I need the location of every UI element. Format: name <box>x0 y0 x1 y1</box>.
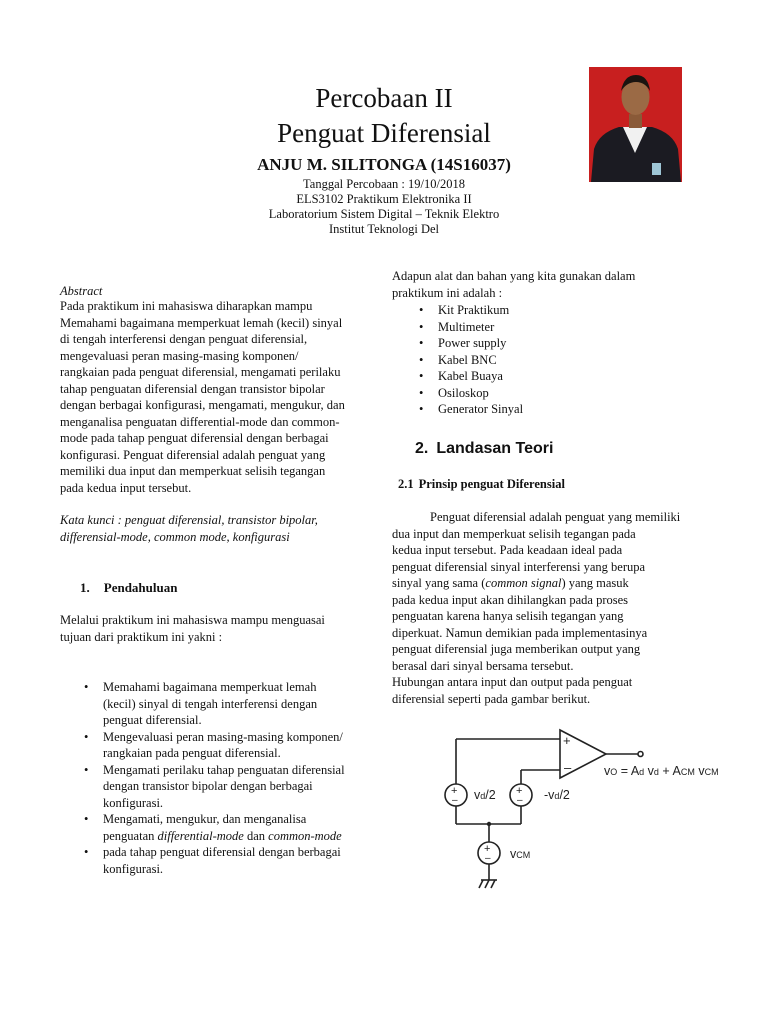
goal-term-common-mode: common-mode <box>268 828 342 843</box>
section-1-number: 1. <box>80 580 90 595</box>
abstract-line: Pada praktikum ini mahasiswa diharapkan mampu <box>60 299 313 313</box>
goals-list <box>80 679 390 877</box>
abstract-label: Abstract <box>60 284 103 298</box>
section-2-heading <box>415 440 553 458</box>
tool-item: • Generator Sinyal <box>415 401 715 418</box>
eq-vd-sub: d <box>653 767 659 777</box>
section-2-number: 2. <box>415 440 429 457</box>
vd2-right-sub: d <box>554 791 560 801</box>
intro-text <box>60 612 390 645</box>
goal-line: • Mengevaluasi peran masing-masing komponen/ <box>103 729 343 744</box>
theory-line: diperkuat. Namun demikian pada implementasinya <box>392 625 648 640</box>
tool-item: • Kabel Buaya <box>415 368 715 385</box>
theory-line: penguatan karena hanya selisih tegangan yang <box>392 609 624 623</box>
theory-line: berasal dari sinyal bersama tersebut. <box>392 658 574 673</box>
meta-institute: Institut Teknologi Del <box>329 222 439 236</box>
intro-line: Melalui praktikum ini mahasiswa mampu menguasai <box>60 613 325 627</box>
theory-line: dua input dan memperkuat selisih tegangan pada <box>392 526 636 541</box>
source-plus-label: + <box>484 843 491 855</box>
section-1-heading <box>80 580 177 596</box>
abstract-line: rangkaian pada penguat diferensial, mengamati perilaku <box>60 365 341 379</box>
abstract-line: pada kedua input tersebut. <box>60 480 192 495</box>
abstract-line: konfigurasi. Penguat diferensial adalah penguat yang <box>60 447 326 462</box>
opamp-plus-label: + <box>563 733 571 748</box>
keywords-line: Kata kunci : penguat diferensial, transistor bipolar, <box>60 513 318 527</box>
goal-line: konfigurasi. <box>103 795 164 810</box>
eq-vcm-sub: CM <box>704 767 719 777</box>
vcm-sub: CM <box>516 850 531 860</box>
opamp-minus-label: – <box>564 760 572 775</box>
goal-line: penguat diferensial. <box>103 713 202 727</box>
theory-line: diferensial seperti pada gambar berikut. <box>392 691 591 706</box>
goal-line: konfigurasi. <box>103 861 164 876</box>
eq-vcm: v <box>694 764 705 778</box>
source-plus-label: + <box>451 785 458 797</box>
theory-paragraph <box>392 509 732 707</box>
vd2-right-v: -v <box>544 788 555 802</box>
theory-text: ) yang masuk <box>561 576 629 590</box>
meta-date: Tanggal Percobaan : 19/10/2018 <box>303 177 465 191</box>
tool-item: • Power supply <box>415 335 715 352</box>
abstract-line: mengevaluasi peran masing-masing komponen/ <box>60 348 299 363</box>
eq-ad-sub: d <box>639 767 645 777</box>
abstract-line: mode pada tahap penguat diferensial dengan berbagai <box>60 431 329 445</box>
tools-intro-line: praktikum ini adalah : <box>392 285 503 300</box>
goal-line: dengan transistor bipolar dengan berbagai <box>103 779 313 793</box>
goal-item <box>80 811 390 844</box>
vcm-label <box>510 847 530 861</box>
meta-lab: Laboratorium Sistem Digital – Teknik Elektro <box>268 207 500 221</box>
section-2-title: Landasan Teori <box>436 440 554 457</box>
goal-text: dan <box>243 828 269 843</box>
vd2-left-sub: d <box>480 791 486 801</box>
output-equation <box>604 764 719 778</box>
theory-line <box>392 575 732 592</box>
tool-item: • Multimeter <box>415 319 715 336</box>
theory-line: penguat diferensial juga memberikan output yang <box>392 642 641 656</box>
goal-line: (kecil) sinyal di tengah interferensi dengan <box>103 696 318 711</box>
junction-dot <box>487 822 491 826</box>
theory-term-common-signal: common signal <box>485 576 562 590</box>
theory-line: Hubungan antara input dan output pada penguat <box>392 675 633 689</box>
abstract-line: dengan berbagai konfigurasi, mengamati, mengukur, dan <box>60 398 345 412</box>
goal-item <box>80 762 390 812</box>
keywords <box>60 512 390 545</box>
tools-intro-line: Adapun alat dan bahan yang kita gunakan dalam <box>392 269 636 283</box>
vd2-left-v: v <box>474 788 481 802</box>
eq-plus-a: + A <box>658 764 681 778</box>
vd2-left-label <box>474 788 496 802</box>
abstract-line: memiliki dua input dan memperkuat selisih tegangan <box>60 464 326 478</box>
abstract-text <box>60 298 390 496</box>
source-minus-label: – <box>485 853 491 864</box>
abstract-line: menganalisa penguatan differential-mode dan common- <box>60 414 340 429</box>
section-2-1-title: Prinsip penguat Diferensial <box>418 477 565 491</box>
tool-item: • Kabel BNC <box>415 352 715 369</box>
source-minus-label: – <box>452 795 458 806</box>
eq-vo: v <box>604 764 611 778</box>
output-terminal <box>638 752 643 757</box>
vd2-right-label <box>544 788 570 802</box>
eq-vd: v <box>644 764 654 778</box>
intro-line: tujuan dari praktikum ini yakni : <box>60 629 223 644</box>
vd2-right-div: /2 <box>559 788 570 802</box>
theory-text: sinyal yang sama ( <box>392 576 486 590</box>
keywords-line: differensial-mode, common mode, konfigurasi <box>60 529 290 544</box>
abstract-line: di tengah interferensi dengan penguat diferensial, <box>60 332 308 346</box>
goal-item <box>80 679 390 729</box>
tool-item: • Osiloskop <box>415 385 715 402</box>
source-plus-label: + <box>516 785 523 797</box>
experiment-meta <box>234 177 534 237</box>
eq-acm-sub: CM <box>680 767 695 777</box>
goal-line: • Mengamati, mengukur, dan menganalisa <box>103 812 307 826</box>
source-minus-label: – <box>517 795 523 806</box>
section-2-1-number: 2.1 <box>398 477 414 491</box>
theory-line: penguat diferensial sinyal interferensi yang berupa <box>392 559 646 574</box>
tools-intro <box>392 268 722 301</box>
theory-line: pada kedua input akan dihilangkan pada proses <box>392 592 629 607</box>
vd2-left-div: /2 <box>485 788 496 802</box>
goal-line: • pada tahap penguat diferensial dengan berbagai <box>103 845 341 859</box>
theory-line: kedua input tersebut. Pada keadaan ideal pada <box>392 543 623 557</box>
abstract-line: Memahami bagaimana memperkuat lemah (kecil) sinyal <box>60 315 343 330</box>
goal-line: • Mengamati perilaku tahap penguatan diferensial <box>103 762 345 777</box>
section-2-1-heading <box>398 477 565 492</box>
vcm-v: v <box>510 847 517 861</box>
tool-item: • Kit Praktikum <box>415 302 715 319</box>
eq-vo-sub: O <box>610 767 618 777</box>
goal-text: penguatan <box>103 828 158 843</box>
section-1-title: Pendahuluan <box>103 580 178 595</box>
tools-list <box>415 302 715 418</box>
author-photo <box>589 67 682 182</box>
meta-course: ELS3102 Praktikum Elektronika II <box>296 192 472 206</box>
theory-line: Penguat diferensial adalah penguat yang memiliki <box>430 510 681 524</box>
eq-equals-a: = A <box>617 764 640 778</box>
title-line-1: Percobaan II <box>315 83 453 113</box>
goal-line: • Memahami bagaimana memperkuat lemah <box>103 680 317 694</box>
differential-amplifier-circuit <box>390 720 760 900</box>
goal-line: rangkaian pada penguat diferensial. <box>103 746 281 760</box>
title-line-2: Penguat Diferensial <box>277 118 491 148</box>
abstract-line: tahap penguatan diferensial dengan transistor bipolar <box>60 381 325 396</box>
goal-item <box>80 729 390 762</box>
author: ANJU M. SILITONGA (14S16037) <box>257 155 511 174</box>
goal-line <box>103 828 390 845</box>
goal-term-differential-mode: differential-mode <box>157 828 244 843</box>
goal-item <box>80 844 390 877</box>
